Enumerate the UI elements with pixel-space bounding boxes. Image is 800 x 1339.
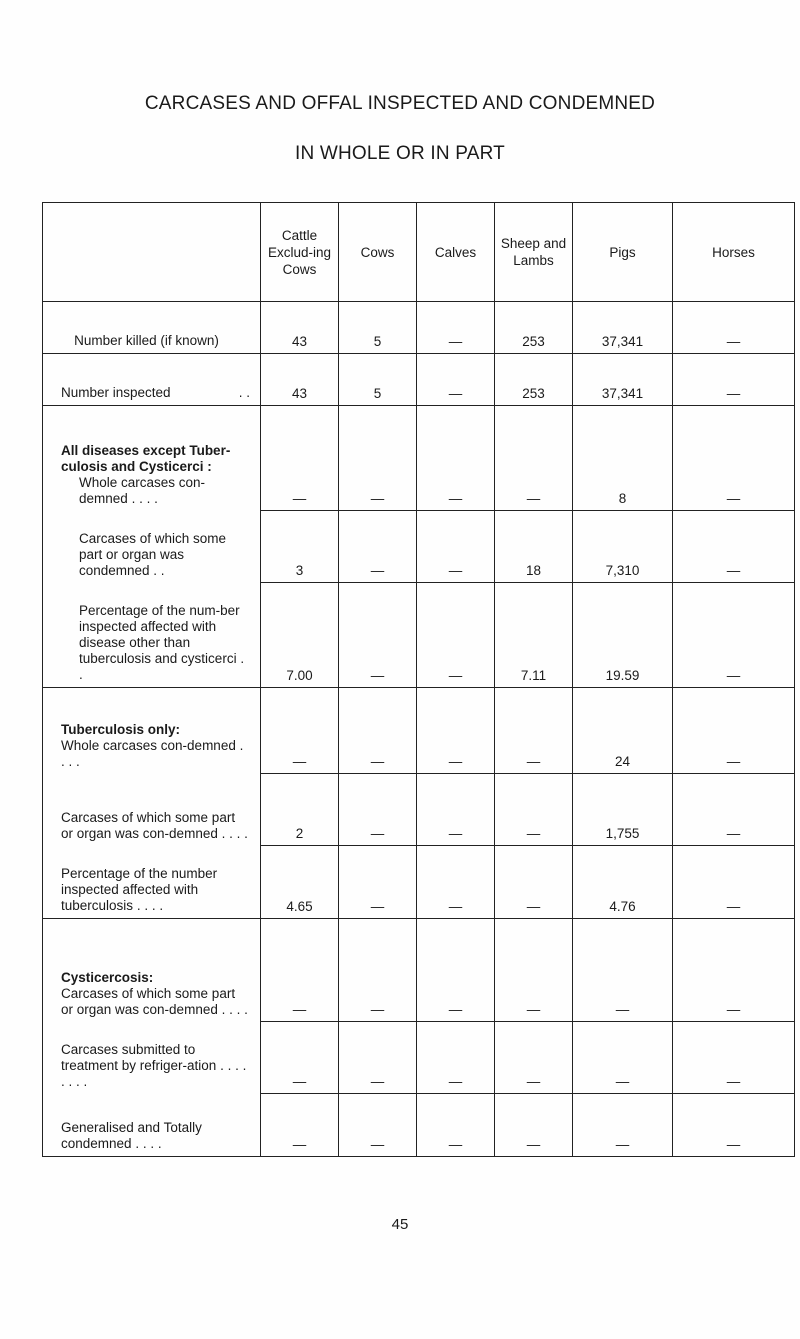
leader-dots: . . . .	[136, 898, 164, 913]
cell: —	[339, 919, 417, 1022]
cell: 7,310	[573, 511, 673, 583]
row-label	[43, 354, 261, 406]
cell: —	[417, 919, 495, 1022]
cell: 19.59	[573, 583, 673, 688]
cell: —	[417, 583, 495, 688]
leader-dots: . . . .	[221, 825, 248, 841]
cell: —	[339, 1094, 417, 1157]
cell: 5	[339, 302, 417, 354]
cell: 8	[573, 406, 673, 511]
cell: 4.65	[261, 846, 339, 919]
cell: —	[673, 511, 795, 583]
row-label: Number killed (if known)	[43, 302, 261, 354]
cell: —	[573, 919, 673, 1022]
cell: 253	[495, 354, 573, 406]
inspection-table	[42, 202, 795, 1157]
col-header-pigs: Pigs	[573, 203, 673, 302]
leader-dots: . . . .	[221, 1001, 248, 1017]
cell: —	[495, 1022, 573, 1094]
row-label	[43, 511, 261, 583]
cell: —	[573, 1022, 673, 1094]
label-text: Whole carcases con-demned . . . .	[61, 737, 244, 769]
cell: 1,755	[573, 774, 673, 846]
cell: 37,341	[573, 302, 673, 354]
section-heading-all-diseases: All diseases except Tuber-culosis and Cysticerci :	[61, 442, 231, 474]
cell: 2	[261, 774, 339, 846]
cell: 5	[339, 354, 417, 406]
cell: —	[673, 583, 795, 688]
label-text: Whole carcases con-demned . . . .	[79, 474, 206, 506]
cell: —	[417, 846, 495, 919]
col-header-cows: Cows	[339, 203, 417, 302]
leader-dots: . .	[79, 651, 245, 682]
cell: —	[673, 688, 795, 774]
page-title-line-1: CARCASES AND OFFAL INSPECTED AND CONDEMNED	[144, 93, 656, 114]
row-label	[43, 583, 261, 688]
cell: 7.11	[495, 583, 573, 688]
label-text: Generalised and Totally condemned . . . .	[61, 1120, 202, 1151]
cell: —	[339, 846, 417, 919]
row-all-whole	[43, 406, 795, 511]
leader-dots: . . . . . . . .	[61, 1057, 247, 1089]
row-label	[43, 406, 261, 511]
col-header-sheep: Sheep and Lambs	[495, 203, 573, 302]
cell: 24	[573, 688, 673, 774]
cell: —	[495, 688, 573, 774]
cell: —	[339, 774, 417, 846]
header-blank	[43, 203, 261, 302]
cell: —	[261, 406, 339, 511]
cell: —	[673, 406, 795, 511]
label-text: Percentage of the number inspected affected with tuberculosis . . . .	[61, 866, 218, 913]
leader-dots: . .	[238, 385, 250, 400]
col-header-cattle: Cattle Exclud-ing Cows	[261, 203, 339, 302]
cell: —	[495, 1094, 573, 1157]
cell: —	[495, 406, 573, 511]
col-header-calves: Calves	[417, 203, 495, 302]
row-tb-part	[43, 774, 795, 846]
cell: —	[673, 919, 795, 1022]
row-cy-generalised	[43, 1094, 795, 1157]
cell: 7.00	[261, 583, 339, 688]
label-text: Carcases of which some part or organ was condemned . .	[79, 530, 227, 578]
cell: —	[673, 774, 795, 846]
cell: —	[673, 1094, 795, 1157]
cell: 3	[261, 511, 339, 583]
cell: —	[261, 1094, 339, 1157]
row-label	[43, 1094, 261, 1157]
cell: —	[495, 919, 573, 1022]
section-heading-cysticercosis: Cysticercosis:	[61, 969, 154, 985]
label-text: Carcases of which some part or organ was con-demned . . . .	[61, 809, 248, 841]
col-header-horses: Horses	[673, 203, 795, 302]
label-text: Carcases submitted to treatment by refriger-ation . . . . . . . .	[61, 1041, 247, 1089]
cell: —	[339, 583, 417, 688]
row-number-killed	[43, 302, 795, 354]
row-tb-percentage	[43, 846, 795, 919]
cell: —	[417, 1022, 495, 1094]
row-label	[43, 774, 261, 846]
row-label	[43, 1022, 261, 1094]
header-row	[43, 203, 795, 302]
cell: —	[339, 1022, 417, 1094]
row-all-percentage	[43, 583, 795, 688]
row-all-part	[43, 511, 795, 583]
page-number: 45	[391, 1216, 409, 1233]
row-label	[43, 919, 261, 1022]
cell: 43	[261, 354, 339, 406]
label-text: Number inspected	[61, 385, 171, 400]
cell: —	[261, 1022, 339, 1094]
leader-dots: . . . .	[61, 737, 244, 769]
cell: 43	[261, 302, 339, 354]
cell: 4.76	[573, 846, 673, 919]
row-number-inspected	[43, 354, 795, 406]
row-cy-part	[43, 919, 795, 1022]
section-heading-tuberculosis: Tuberculosis only:	[61, 721, 181, 737]
label-text: Carcases of which some part or organ was con-demned . . . .	[61, 985, 248, 1017]
leader-dots: . . . .	[131, 490, 158, 506]
label-text: Percentage of the num-ber inspected affected with disease other than tuberculosis and cysticerci . .	[79, 603, 245, 682]
page-title-line-2: IN WHOLE OR IN PART	[294, 143, 505, 164]
cell: —	[417, 688, 495, 774]
row-label	[43, 688, 261, 774]
cell: —	[495, 774, 573, 846]
cell: 253	[495, 302, 573, 354]
cell: —	[417, 302, 495, 354]
cell: 37,341	[573, 354, 673, 406]
cell: —	[673, 1022, 795, 1094]
cell: —	[339, 688, 417, 774]
cell: —	[417, 406, 495, 511]
cell: —	[339, 511, 417, 583]
row-tb-whole	[43, 688, 795, 774]
leader-dots: . . . .	[135, 1136, 162, 1151]
cell: —	[417, 1094, 495, 1157]
cell: —	[673, 302, 795, 354]
cell: —	[673, 354, 795, 406]
cell: —	[417, 511, 495, 583]
cell: —	[573, 1094, 673, 1157]
row-cy-treatment	[43, 1022, 795, 1094]
cell: —	[417, 354, 495, 406]
row-label	[43, 846, 261, 919]
cell: —	[261, 688, 339, 774]
cell: —	[339, 406, 417, 511]
cell: —	[417, 774, 495, 846]
cell: —	[673, 846, 795, 919]
cell: —	[495, 846, 573, 919]
cell: 18	[495, 511, 573, 583]
cell: —	[261, 919, 339, 1022]
